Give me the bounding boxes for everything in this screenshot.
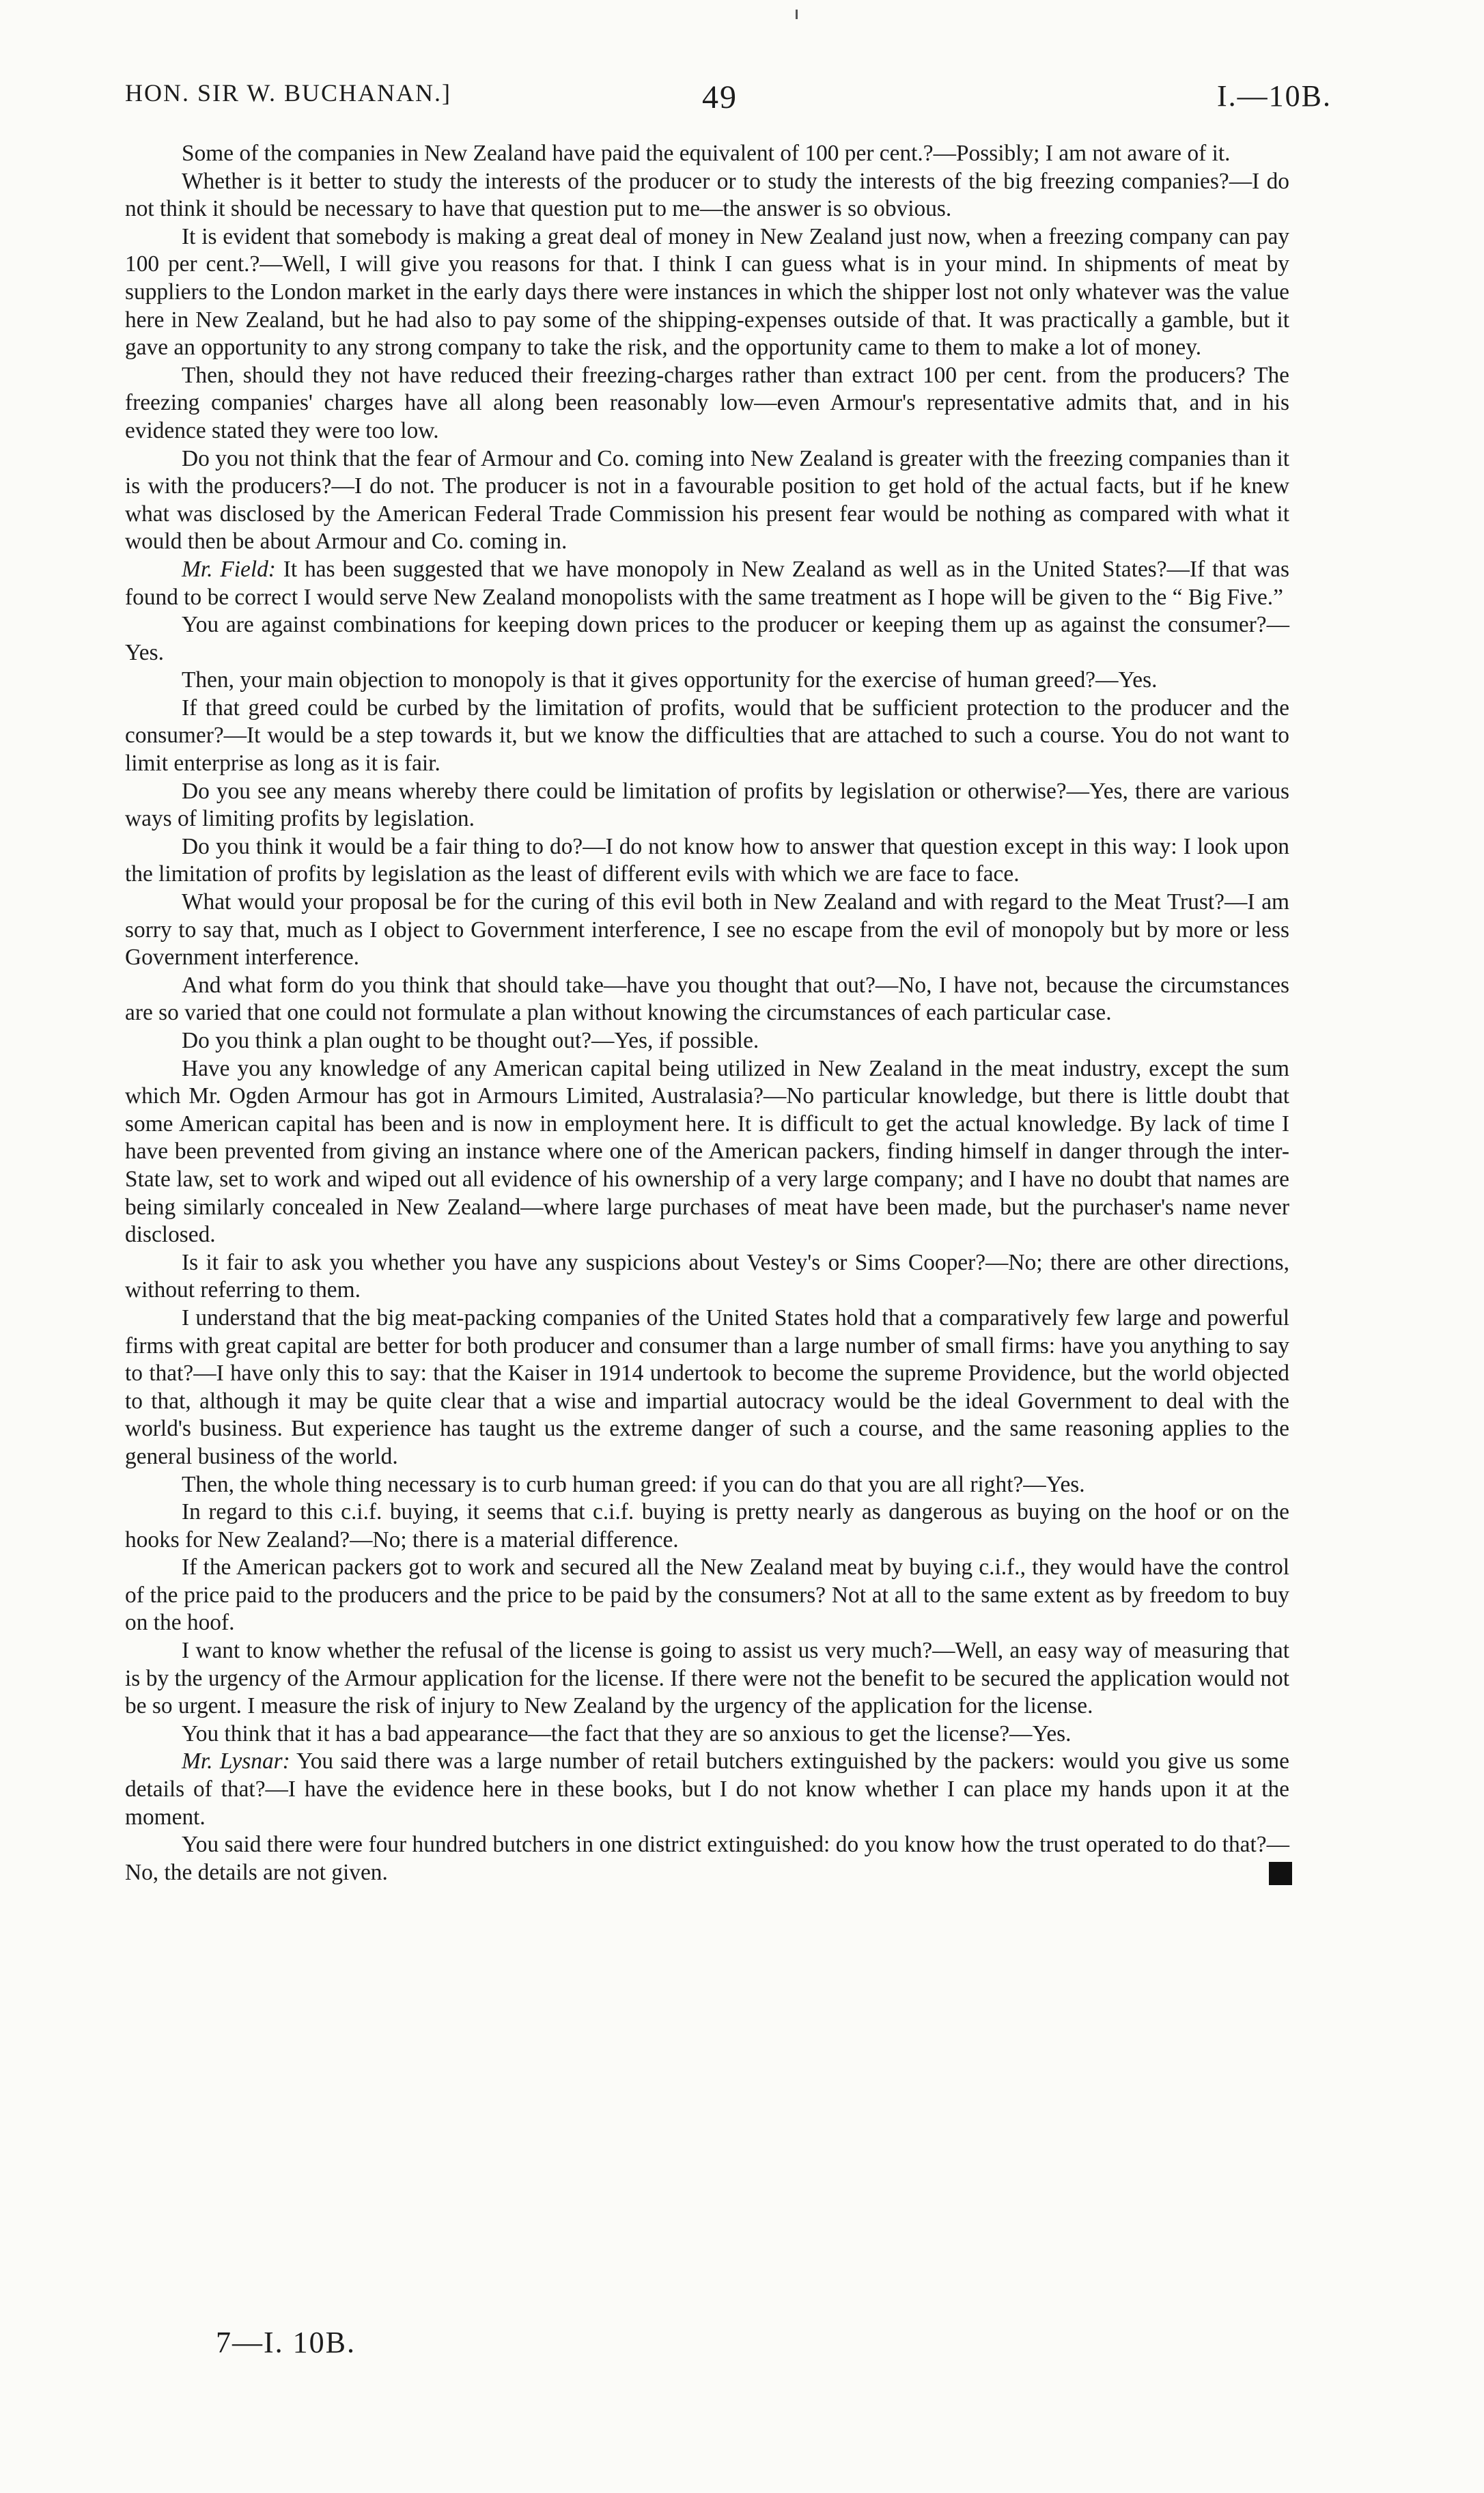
paragraph <box>125 667 1289 695</box>
page-number: 49 <box>702 79 738 115</box>
paragraph-text: And what form do you think that should take—have you thought that out?—No, I have not, because the circumstances are so varied that one could not formulate a plan without knowing the circumstances of each particular case. <box>125 972 1289 1026</box>
paragraph-text: Then, your main objection to monopoly is that it gives opportunity for the exercise of human greed?—Yes. <box>182 667 1158 693</box>
paragraph-text: I want to know whether the refusal of the license is going to assist us very much?—Well, an easy way of measuring that is by the urgency of the Armour application for the license. If there were not the benefit to be secured the application would not be so urgent. I measure the risk of injury to New Zealand by the urgency of the application for the license. <box>125 1638 1289 1719</box>
paragraph-text: Do you not think that the fear of Armour and Co. coming into New Zealand is greater with the freezing companies than it is with the producers?—I do not. The producer is not in a favourable position to get hold of the actual facts, but if he knew what was disclosed by the American Federal Trade Commission his present fear would be nothing as compared with what it would then be about Armour and Co. coming in. <box>125 445 1289 555</box>
paragraph-text: Do you see any means whereby there could be limitation of profits by legislation or otherwise?—Yes, there are various ways of limiting profits by legislation. <box>125 778 1289 832</box>
paragraph-text: You are against combinations for keeping down prices to the producer or keeping them up as against the consumer?—Yes. <box>125 612 1289 665</box>
paragraph <box>125 1027 1289 1055</box>
scan-mark <box>796 10 798 19</box>
paragraph-text: Then, should they not have reduced their freezing-charges rather than extract 100 per cent. from the producers? The freezing companies' charges have all along been reasonably low—even Armour's representative admits that, and in his evidence stated they were too low. <box>125 362 1289 443</box>
paragraph <box>125 889 1289 972</box>
paragraph <box>125 556 1289 611</box>
paragraph <box>125 695 1289 778</box>
paragraph <box>125 1471 1289 1499</box>
paragraph-text: If that greed could be curbed by the limitation of profits, would that be sufficient protection to the producer and the consumer?—It would be a step towards it, but we know the difficulties that are attached to such a course. You do not want to limit enterprise as long as it is fair. <box>125 695 1289 777</box>
paragraph <box>125 445 1289 556</box>
paragraph <box>125 611 1289 667</box>
speaker-name: Mr. Lysnar: <box>182 1749 290 1774</box>
paragraph-text: Do you think it would be a fair thing to do?—I do not know how to answer that question except in this way: I look upon the limitation of profits by legislation as the least of different evils with which we are face to face. <box>125 833 1289 887</box>
paragraph <box>125 168 1289 223</box>
paragraph <box>125 1831 1289 1886</box>
paragraph <box>125 362 1289 445</box>
document-body <box>125 140 1289 1886</box>
paragraph <box>125 1055 1289 1249</box>
paragraph <box>125 778 1289 833</box>
paragraph-text: I understand that the big meat-packing companies of the United States hold that a comparatively few large and powerful firms with great capital are better for both producer and consumer than a large number of small firms: have you anything to say to that?—I have only this to say: that the Kaiser in 1914 undertook to become the supreme Providence, but the world objected to that, although it may be quite clear that a wise and impartial autocracy would be the ideal Government to deal with the world's business. But experience has taught us the extreme danger of such a course, and the same reasoning applies to the general business of the world. <box>125 1305 1289 1469</box>
paragraph-text: Is it fair to ask you whether you have any suspicions about Vestey's or Sims Cooper?—No; there are other directions, without referring to them. <box>125 1249 1289 1303</box>
paragraph <box>125 223 1289 362</box>
running-header-right: I.—10B. <box>1217 79 1332 113</box>
paragraph-text: Some of the companies in New Zealand have paid the equivalent of 100 per cent.?—Possibly; I am not aware of it. <box>182 141 1231 166</box>
paragraph-text: What would your proposal be for the curing of this evil both in New Zealand and with regard to the Meat Trust?—I am sorry to say that, much as I object to Government interference, I see no escape from the evil of monopoly but by more or less Government interference. <box>125 889 1289 971</box>
paragraph-text: In regard to this c.i.f. buying, it seems that c.i.f. buying is pretty nearly as dangerous as buying on the hoof or on the hooks for New Zealand?—No; there is a material difference. <box>125 1499 1289 1552</box>
paragraph-text: It has been suggested that we have monopoly in New Zealand as well as in the United States?—If that was found to be correct I would serve New Zealand monopolists with the same treatment as I hope will be given to the “ Big Five.” <box>125 556 1289 610</box>
paragraph <box>125 140 1289 168</box>
speaker-name: Mr. Field: <box>182 556 276 582</box>
paragraph-text: Whether is it better to study the interests of the producer or to study the interests of the big freezing companies?—I do not think it should be necessary to have that question put to me—the answer is so obvious. <box>125 168 1289 222</box>
signature-footer: 7—I. 10B. <box>216 2326 356 2359</box>
paragraph <box>125 1748 1289 1831</box>
end-of-section-mark <box>1269 1862 1292 1885</box>
paragraph <box>125 1637 1289 1721</box>
paragraph-text: You said there were four hundred butchers in one district extinguished: do you know how the trust operated to do that?—No, the details are not given. <box>125 1832 1289 1885</box>
paragraph <box>125 1721 1289 1749</box>
paragraph-text: It is evident that somebody is making a great deal of money in New Zealand just now, when a freezing company can pay 100 per cent.?—Well, I will give you reasons for that. I think I can guess what is in your mind. In shipments of meat by suppliers to the London market in the early days there were instances in which the shipper lost not only whatever was the value here in New Zealand, but he had also to pay some of the shipping-expenses outside of that. It was practically a gamble, but it gave an opportunity to any strong company to take the risk, and the opportunity came to them to make a lot of money. <box>125 223 1289 361</box>
paragraph-text: Have you any knowledge of any American capital being utilized in New Zealand in the meat industry, except the sum which Mr. Ogden Armour has got in Armours Limited, Australasia?—No particular knowledge, but there is little doubt that some American capital has been and is now in employment here. It is difficult to get the actual knowledge. By lack of time I have been prevented from giving an instance where one of the American packers, finding himself in danger through the inter-State law, set to work and wiped out all evidence of his ownership of a very large company; and I have no doubt that names are being similarly concealed in New Zealand—where large purchases of meat have been made, but the purchaser's name never disclosed. <box>125 1055 1289 1248</box>
running-header-left: HON. SIR W. BUCHANAN.] <box>125 79 452 107</box>
paragraph-text: If the American packers got to work and secured all the New Zealand meat by buying c.i.f., they would have the control of the price paid to the producers and the price to be paid by the consumers? Not at all to the same extent as by freedom to buy on the hoof. <box>125 1555 1289 1636</box>
paragraph <box>125 1305 1289 1471</box>
paragraph <box>125 833 1289 889</box>
paragraph-text: You think that it has a bad appearance—the fact that they are so anxious to get the license?—Yes. <box>182 1721 1072 1746</box>
paragraph-text: Do you think a plan ought to be thought out?—Yes, if possible. <box>182 1028 759 1053</box>
paragraph <box>125 1499 1289 1554</box>
paragraph <box>125 972 1289 1027</box>
paragraph <box>125 1554 1289 1637</box>
paragraph <box>125 1249 1289 1305</box>
paragraph-text: Then, the whole thing necessary is to curb human greed: if you can do that you are all right?—Yes. <box>182 1471 1085 1497</box>
paragraph-text: You said there was a large number of retail butchers extinguished by the packers: would you give us some details of that?—I have the evidence here in these books, but I do not know whether I can place my hands upon it at the moment. <box>125 1749 1289 1830</box>
